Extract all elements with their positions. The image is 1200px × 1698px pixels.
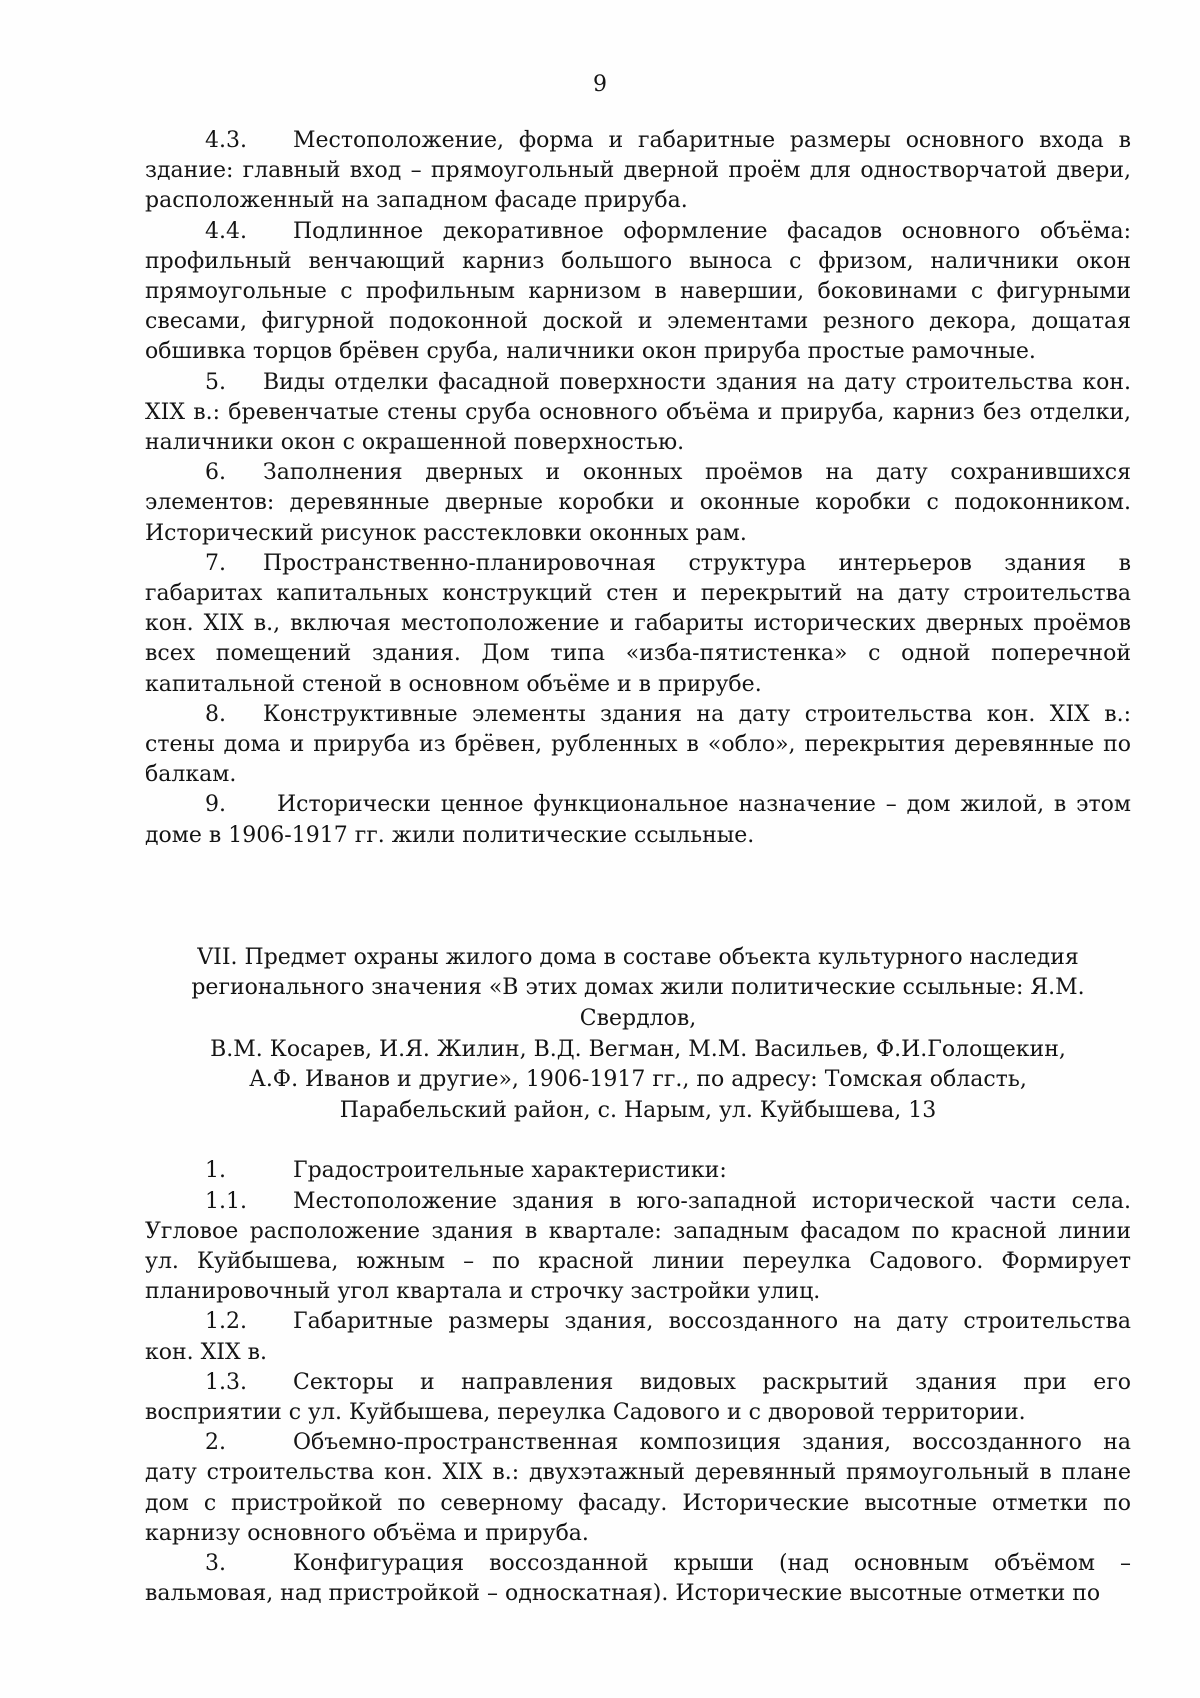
item-text: Местоположение здания в юго-западной исторической части села. Угловое расположение здания в квартале: западным фасадом по красной линии ул. Куйбышева, южным – по красной линии переулка Садового. Формирует планировочный угол квартала и строчку застройки улиц. — [145, 1188, 1131, 1305]
heading-line: регионального значения «В этих домах жили политические ссыльные: Я.М. Свердлов, — [191, 975, 1085, 1032]
item-text: Конструктивные элементы здания на дату строительства кон. XIX в.: стены дома и прируба из брёвен, рубленных в «обло», перекрытия деревянные по балкам. — [145, 701, 1131, 788]
item-number: 6. — [205, 460, 226, 486]
heading-line: VII. Предмет охраны жилого дома в составе объекта культурного наследия — [197, 944, 1079, 970]
item-text: Конфигурация воссозданной крыши (над основным объёмом – вальмовая, над пристройкой – односкатная). Исторические высотные отметки по — [145, 1551, 1131, 1607]
item-text: Объемно-пространственная композиция здания, воссозданного на дату строительства кон. XIX в.: двухэтажный деревянный прямоугольный в плане дом с пристройкой по северному фасаду. Исторические высотные отметки по карнизу основного объёма и прируба. — [145, 1430, 1131, 1546]
item-number: 9. — [205, 792, 226, 818]
list-item — [145, 1156, 1131, 1186]
list-item — [145, 1307, 1131, 1367]
item-text: Подлинное декоративное оформление фасадов основного объёма: профильный венчающий карниз большого выноса с фризом, наличники окон прямоугольные с профильным карнизом в навершии, боковинами с фигурными свесами, фигурной подоконной доской и элементами резного декора, дощатая обшивка торцов брёвен сруба, наличники окон прируба простые рамочные. — [145, 218, 1131, 365]
list-item — [145, 1428, 1131, 1549]
list-item — [145, 126, 1131, 217]
list-item — [145, 368, 1131, 459]
item-number: 1. — [205, 1158, 226, 1184]
list-item — [145, 549, 1131, 700]
list-item — [145, 1187, 1131, 1308]
item-text: Секторы и направления видовых раскрытий здания при его восприятии с ул. Куйбышева, переулка Садового и с дворовой территории. — [145, 1369, 1131, 1426]
list-item — [145, 1549, 1131, 1609]
item-text: Заполнения дверных и оконных проёмов на дату сохранившихся элементов: деревянные дверные коробки и оконные коробки с подоконником. Исторический рисунок расстекловки оконных рам. — [145, 460, 1131, 546]
item-text: Габаритные размеры здания, воссозданного на дату строительства кон. XIX в. — [145, 1309, 1131, 1365]
heading-line: А.Ф. Иванов и другие», 1906-1917 гг., по адресу: Томская область, — [249, 1067, 1027, 1093]
item-text: Пространственно-планировочная структура интерьеров здания в габаритах капитальных конструкций стен и перекрытий на дату строительства кон. XIX в., включая местоположение и габариты исторических дверных проёмов всех помещений здания. Дом типа «изба-пятистенка» с одной поперечной капитальной стеной в основном объёме и в прирубе. — [145, 550, 1131, 697]
list-item — [145, 1368, 1131, 1428]
page-number: 9 — [593, 72, 607, 97]
item-number: 5. — [205, 369, 226, 395]
document-body — [145, 126, 1131, 1609]
item-number: 4.3. — [205, 128, 247, 153]
list-item — [145, 700, 1131, 791]
item-text: Местоположение, форма и габаритные размеры основного входа в здание: главный вход – прямоугольный дверной проём для одностворчатой двери, расположенный на западном фасаде прируба. — [145, 128, 1131, 214]
item-number: 2. — [205, 1430, 226, 1456]
item-number: 3. — [205, 1551, 226, 1577]
item-number: 7. — [205, 550, 226, 576]
list-item — [145, 217, 1131, 368]
item-number: 1.1. — [205, 1188, 247, 1214]
section-vii-items — [145, 1156, 1131, 1609]
heading-line: В.М. Косарев, И.Я. Жилин, В.Д. Вегман, М.М. Васильев, Ф.И.Голощекин, — [210, 1036, 1066, 1062]
section-vi-items — [145, 126, 1131, 851]
item-text: Исторически ценное функциональное назначение – дом жилой, в этом доме в 1906-1917 гг. жили политические ссыльные. — [145, 792, 1131, 848]
heading-line: Парабельский район, с. Нарым, ул. Куйбышева, 13 — [339, 1097, 937, 1123]
item-number: 4.4. — [205, 218, 247, 244]
list-item — [145, 458, 1131, 549]
item-number: 8. — [205, 701, 226, 727]
item-number: 1.2. — [205, 1309, 247, 1335]
item-text: Виды отделки фасадной поверхности здания на дату строительства кон. XIX в.: бревенчатые стены сруба основного объёма и прируба, карниз без отделки, наличники окон с окрашенной поверхностью. — [145, 369, 1131, 456]
list-item — [145, 790, 1131, 850]
item-number: 1.3. — [205, 1369, 247, 1395]
item-text: Градостроительные характеристики: — [293, 1158, 727, 1184]
section-vii-heading — [145, 943, 1131, 1127]
